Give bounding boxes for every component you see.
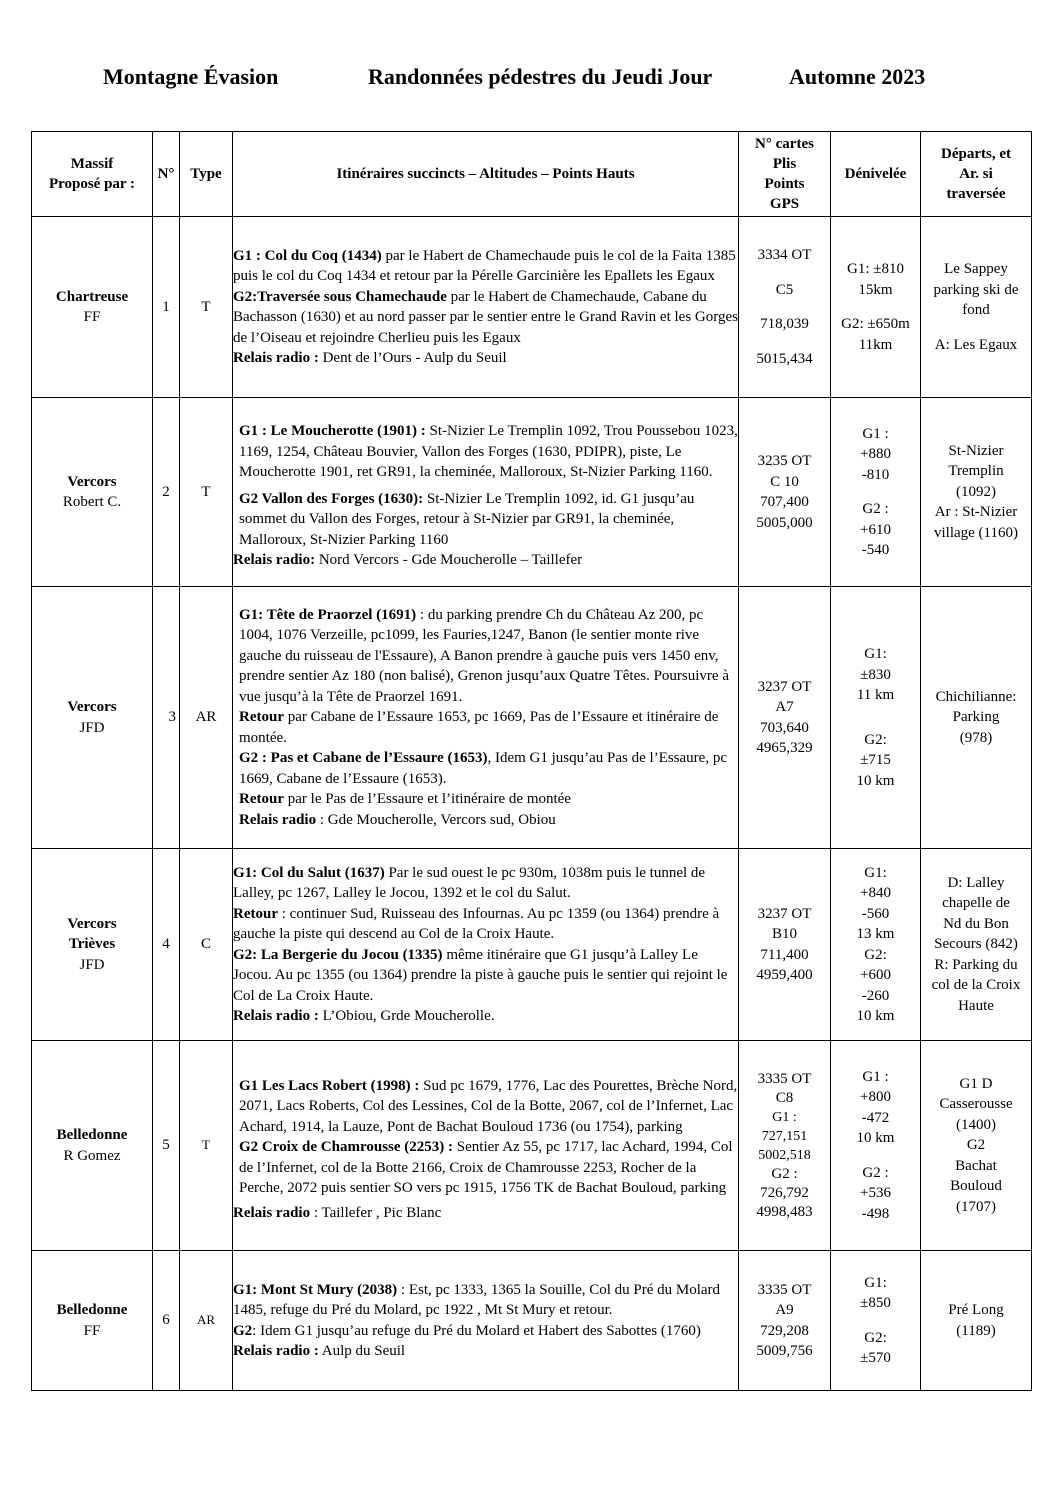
itinerary-cell: G1: Col du Salut (1637) Par le sud ouest le pc 930m, 1038m puis le tunnel de Lalley, pc 1267, Lalley le Jocou, 1392 et le col du Salut. Retour : continuer Sud, Ruisseau des Infournas. Au pc 1359 (ou 1364) prendre à gauche la piste qui descend au Col de la Croix Haute. G2: La Bergerie du Jocou (1335) même itinéraire que G1 jusqu’à Lalley Le Jocou. Au pc 1355 (ou 1364) prendre la piste à gauche puis le sentier qui rejoint le Col de La Croix Haute. Relais radio : L’Obiou, Grde Moucherolle. [233, 849, 739, 1041]
departure-cell: St-Nizier Tremplin (1092) Ar : St-Nizier village (1160) [921, 398, 1032, 587]
col-header-departures: Départs, et Ar. si traversée [921, 132, 1032, 217]
hike-type: AR [180, 587, 233, 849]
col-header-num: N° [153, 132, 180, 217]
elevation-cell: G1 : +880 -810 G2 : +610 -540 [831, 398, 921, 587]
massif-cell: Chartreuse FF [32, 217, 153, 398]
hike-number: 5 [153, 1041, 180, 1251]
hike-type: T [180, 1041, 233, 1251]
map-cards-cell: 3235 OT C 10 707,400 5005,000 [739, 398, 831, 587]
hike-number: 3 [153, 587, 180, 849]
elevation-cell: G1: ±830 11 km G2: ±715 10 km [831, 587, 921, 849]
elevation-cell: G1: +840 -560 13 km G2: +600 -260 10 km [831, 849, 921, 1041]
massif-cell: Belledonne R Gomez [32, 1041, 153, 1251]
map-cards-cell: 3335 OT C8 G1 : 727,151 5002,518 G2 : 726,792 4998,483 [739, 1041, 831, 1251]
col-header-massif: Massif Proposé par : [32, 132, 153, 217]
departure-cell: Le Sappey parking ski de fond A: Les Egaux [921, 217, 1032, 398]
map-cards-cell: 3237 OT A7 703,640 4965,329 [739, 587, 831, 849]
table-row [32, 587, 1032, 849]
itinerary-cell: G1: Mont St Mury (2038) : Est, pc 1333, 1365 la Souille, Col du Pré du Molard 1485, refuge du Pré du Molard, pc 1922 , Mt St Mury et retour. G2: Idem G1 jusqu’au refuge du Pré du Molard et Habert des Sabottes (1760) Relais radio : Aulp du Seuil [233, 1251, 739, 1391]
season-label: Automne 2023 [789, 64, 926, 89]
hike-number: 2 [153, 398, 180, 587]
hike-type: T [180, 398, 233, 587]
departure-cell: G1 D Casserousse (1400) G2 Bachat Bouloud (1707) [921, 1041, 1032, 1251]
hike-number: 1 [153, 217, 180, 398]
massif-cell: Vercors Trièves JFD [32, 849, 153, 1041]
departure-cell: Chichilianne: Parking (978) [921, 587, 1032, 849]
departure-cell: Pré Long (1189) [921, 1251, 1032, 1391]
col-header-type: Type [180, 132, 233, 217]
map-cards-cell: 3334 OT C5 718,039 5015,434 [739, 217, 831, 398]
itinerary-cell: G1 : Col du Coq (1434) par le Habert de Chamechaude puis le col de la Faita 1385 puis le col du Coq 1434 et retour par la Pérelle Garcinière les Epallets les Egaux G2:Traversée sous Chamechaude par le Habert de Chamechaude, Cabane du Bachasson (1630) et au nord passer par le sentier entre le Grand Ravin et les Gorges de l’Oiseau et rejoindre Cherlieu puis les Egaux Relais radio : Dent de l’Ours - Aulp du Seuil [233, 217, 739, 398]
map-cards-cell: 3237 OT B10 711,400 4959,400 [739, 849, 831, 1041]
massif-cell: Vercors Robert C. [32, 398, 153, 587]
table-row [32, 217, 1032, 398]
table-row [32, 398, 1032, 587]
col-header-cards: N° cartes Plis Points GPS [739, 132, 831, 217]
page-header [0, 64, 1058, 98]
hike-number: 4 [153, 849, 180, 1041]
hike-type: T [180, 217, 233, 398]
elevation-cell: G1 : +800 -472 10 km G2 : +536 -498 [831, 1041, 921, 1251]
table-row [32, 1251, 1032, 1391]
hike-number: 6 [153, 1251, 180, 1391]
table-row [32, 849, 1032, 1041]
elevation-cell: G1: ±810 15km G2: ±650m 11km [831, 217, 921, 398]
itinerary-cell: G1 : Le Moucherotte (1901) : St-Nizier Le Tremplin 1092, Trou Poussebou 1023, 1169, 1254, Château Bouvier, Vallon des Forges (1630, PDIPR), piste, Le Moucherotte 1901, ret GR91, la cheminée, Malloroux, St-Nizier Parking 1160. G2 Vallon des Forges (1630): St-Nizier Le Tremplin 1092, id. G1 jusqu’au sommet du Vallon des Forges, retour à St-Nizier par GR91, la cheminée, Malloroux, St-Nizier Parking 1160 Relais radio: Nord Vercors - Gde Moucherolle – Taillefer [233, 398, 739, 587]
table-row [32, 1041, 1032, 1251]
map-cards-cell: 3335 OT A9 729,208 5009,756 [739, 1251, 831, 1391]
itinerary-cell: G1 Les Lacs Robert (1998) : Sud pc 1679, 1776, Lac des Pourettes, Brèche Nord, 2071, Lacs Roberts, Col des Lessines, Col de la Botte, 2067, col de l’Infernet, Lac Achard, 1914, la Lauze, Pont de Bachat Bouloud 1736 (ou 1754), parking G2 Croix de Chamrousse (2253) : Sentier Az 55, pc 1717, lac Achard, 1994, Col de l’Infernet, col de la Botte 2166, Croix de Chamrousse 2253, Rocher de la Perche, 2072 puis sentier SO vers pc 1915, 1756 TK de Bachat Bouloud, parking Relais radio : Taillefer , Pic Blanc [233, 1041, 739, 1251]
hike-type: AR [180, 1251, 233, 1391]
col-header-elevation: Dénivelée [831, 132, 921, 217]
departure-cell: D: Lalley chapelle de Nd du Bon Secours (842) R: Parking du col de la Croix Haute [921, 849, 1032, 1041]
elevation-cell: G1: ±850 G2: ±570 [831, 1251, 921, 1391]
hikes-table [31, 131, 1032, 1391]
massif-cell: Vercors JFD [32, 587, 153, 849]
itinerary-cell: G1: Tête de Praorzel (1691) : du parking prendre Ch du Château Az 200, pc 1004, 1076 Verzeille, pc1099, les Fauries,1247, Banon (le sentier monte rive gauche du ruisseau de l'Essaure), A Banon prendre à gauche puis vers 1450 env, prendre sentier Az 180 (non balisé), Grenon jusqu’aux Quatre Têtes. Poursuivre à vue jusqu’à la Tête de Praorzel 1691. Retour par Cabane de l’Essaure 1653, pc 1669, Pas de l’Essaure et itinéraire de montée. G2 : Pas et Cabane de l’Essaure (1653), Idem G1 jusqu’au Pas de l’Essaure, pc 1669, Cabane de l’Essaure (1653). Retour par le Pas de l’Essaure et l’itinéraire de montée Relais radio : Gde Moucherolle, Vercors sud, Obiou [233, 587, 739, 849]
hike-type: C [180, 849, 233, 1041]
massif-cell: Belledonne FF [32, 1251, 153, 1391]
page-title: Randonnées pédestres du Jeudi Jour [368, 64, 713, 89]
club-name: Montagne Évasion [103, 64, 279, 89]
col-header-itinerary: Itinéraires succincts – Altitudes – Points Hauts [233, 132, 739, 217]
table-header-row [32, 132, 1032, 217]
